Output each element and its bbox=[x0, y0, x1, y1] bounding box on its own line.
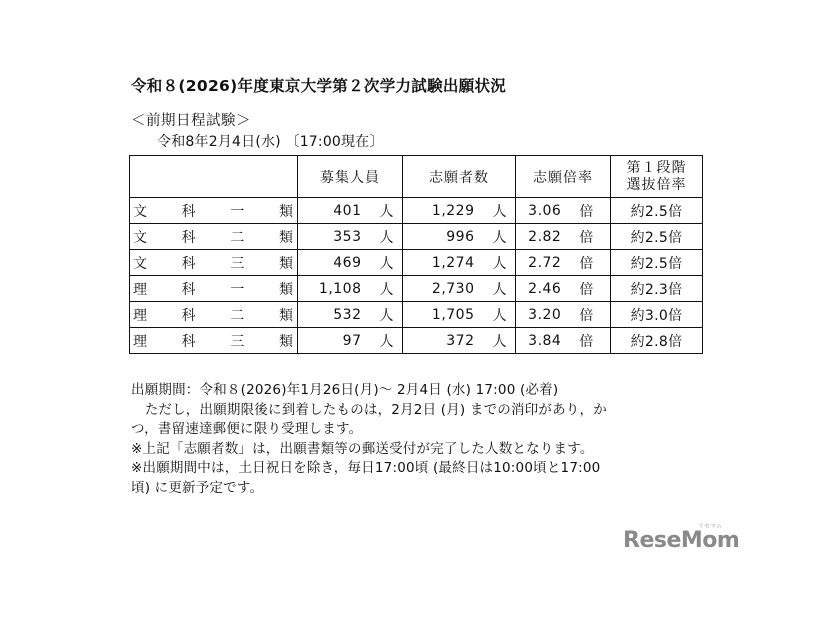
category-char: 類 bbox=[278, 333, 293, 350]
ratio-value: 2.82 bbox=[528, 228, 562, 245]
capacity-cell bbox=[298, 276, 403, 302]
unit-times: 倍 bbox=[579, 255, 594, 272]
category-char: 類 bbox=[278, 255, 293, 272]
header-first-stage-ratio bbox=[611, 156, 703, 198]
category-char: 科 bbox=[181, 229, 196, 246]
category-char: 文 bbox=[133, 229, 147, 246]
category-char: 一 bbox=[230, 203, 245, 220]
ratio-cell bbox=[516, 250, 611, 276]
unit-times: 倍 bbox=[579, 281, 594, 298]
category-char: 類 bbox=[278, 307, 293, 324]
category-char: 理 bbox=[133, 281, 147, 298]
ratio-cell bbox=[516, 198, 611, 224]
unit-times: 倍 bbox=[579, 203, 594, 220]
unit-person: 人 bbox=[379, 281, 394, 298]
table-row bbox=[130, 224, 703, 250]
capacity-value: 353 bbox=[333, 228, 362, 245]
selection-ratio-cell: 約3.0倍 bbox=[611, 302, 703, 328]
unit-person: 人 bbox=[492, 229, 507, 246]
note-line: 出願期間：令和８(2026)年1月26日(月)～ 2月4日 (水) 17:00 (必着) bbox=[131, 382, 559, 398]
header-applicants: 志願者数 bbox=[403, 156, 516, 198]
ratio-cell bbox=[516, 276, 611, 302]
category-char: 科 bbox=[181, 281, 196, 298]
capacity-value: 469 bbox=[333, 254, 362, 271]
ratio-value: 3.20 bbox=[528, 306, 562, 323]
category-char: 類 bbox=[278, 203, 293, 220]
table-row bbox=[130, 302, 703, 328]
header-blank bbox=[130, 156, 298, 198]
category-char: 文 bbox=[133, 203, 147, 220]
table-row bbox=[130, 328, 703, 354]
note-line: ※出願期間中は，土日祝日を除き，毎日17:00頃 (最終日は10:00頃と17:00 bbox=[131, 460, 601, 477]
applicants-cell bbox=[403, 276, 516, 302]
unit-person: 人 bbox=[492, 281, 507, 298]
capacity-value: 97 bbox=[342, 332, 362, 349]
category-char: 理 bbox=[133, 333, 147, 350]
category-char: 二 bbox=[230, 307, 245, 324]
ratio-cell bbox=[516, 224, 611, 250]
applicants-cell bbox=[403, 198, 516, 224]
category-cell bbox=[130, 328, 298, 354]
applicants-cell bbox=[403, 302, 516, 328]
selection-ratio-cell: 約2.8倍 bbox=[611, 328, 703, 354]
note-line: ※上記「志願者数」は，出願書類等の郵送受付が完了した人数となります。 bbox=[131, 440, 594, 457]
applicants-cell bbox=[403, 328, 516, 354]
category-char: 三 bbox=[230, 255, 245, 272]
unit-times: 倍 bbox=[579, 307, 594, 324]
category-char: 類 bbox=[278, 281, 293, 298]
ratio-value: 3.84 bbox=[528, 332, 562, 349]
unit-person: 人 bbox=[492, 307, 507, 324]
ratio-value: 3.06 bbox=[528, 202, 562, 219]
ratio-cell bbox=[516, 328, 611, 354]
applications-table bbox=[129, 155, 703, 354]
applicants-value: 1,705 bbox=[431, 306, 475, 323]
unit-person: 人 bbox=[379, 333, 394, 350]
notes-block bbox=[131, 381, 607, 499]
category-char: 科 bbox=[181, 203, 196, 220]
category-char: 三 bbox=[230, 333, 245, 350]
unit-person: 人 bbox=[379, 255, 394, 272]
category-char: 一 bbox=[230, 281, 245, 298]
selection-ratio-cell: 約2.5倍 bbox=[611, 224, 703, 250]
capacity-value: 1,108 bbox=[318, 280, 362, 297]
unit-times: 倍 bbox=[579, 229, 594, 246]
category-cell bbox=[130, 224, 298, 250]
logo-text: ReseMom bbox=[623, 528, 740, 553]
category-char: 二 bbox=[230, 229, 245, 246]
header-ratio: 志願倍率 bbox=[516, 156, 611, 198]
capacity-cell bbox=[298, 302, 403, 328]
note-line: つ，書留速達郵便に限り受理します。 bbox=[131, 421, 363, 438]
unit-person: 人 bbox=[492, 333, 507, 350]
category-cell bbox=[130, 250, 298, 276]
table-header-row bbox=[130, 156, 703, 198]
category-char: 科 bbox=[181, 333, 196, 350]
category-cell bbox=[130, 302, 298, 328]
section-heading: ＜前期日程試験＞ bbox=[131, 113, 251, 129]
category-cell bbox=[130, 276, 298, 302]
unit-times: 倍 bbox=[579, 333, 594, 350]
as-of-date: 令和8年2月4日(水) 〔17:00現在〕 bbox=[157, 134, 384, 150]
applicants-cell bbox=[403, 224, 516, 250]
capacity-cell bbox=[298, 250, 403, 276]
note-line: 頃) に更新予定です。 bbox=[131, 479, 264, 496]
logo-ruby: リセマム bbox=[698, 523, 722, 530]
applicants-value: 372 bbox=[446, 332, 475, 349]
header-first-stage-line1: 第１段階 bbox=[626, 159, 687, 176]
unit-person: 人 bbox=[379, 203, 394, 220]
ratio-value: 2.72 bbox=[528, 254, 562, 271]
header-capacity: 募集人員 bbox=[298, 156, 403, 198]
table-row bbox=[130, 198, 703, 224]
ratio-cell bbox=[516, 302, 611, 328]
header-first-stage-line2: 選抜倍率 bbox=[626, 176, 687, 193]
applicants-value: 1,274 bbox=[431, 254, 475, 271]
applicants-value: 1,229 bbox=[431, 202, 475, 219]
table-row bbox=[130, 276, 703, 302]
capacity-value: 401 bbox=[333, 202, 362, 219]
category-cell bbox=[130, 198, 298, 224]
category-char: 文 bbox=[133, 255, 147, 272]
unit-person: 人 bbox=[492, 255, 507, 272]
selection-ratio-cell: 約2.5倍 bbox=[611, 198, 703, 224]
category-char: 類 bbox=[278, 229, 293, 246]
unit-person: 人 bbox=[379, 229, 394, 246]
page-title: 令和８(2026)年度東京大学第２次学力試験出願状況 bbox=[131, 77, 507, 95]
category-char: 理 bbox=[133, 307, 147, 324]
applicants-value: 996 bbox=[446, 228, 475, 245]
category-char: 科 bbox=[181, 307, 196, 324]
capacity-cell bbox=[298, 198, 403, 224]
table-row bbox=[130, 250, 703, 276]
capacity-cell bbox=[298, 224, 403, 250]
category-char: 科 bbox=[181, 255, 196, 272]
selection-ratio-cell: 約2.5倍 bbox=[611, 250, 703, 276]
ratio-value: 2.46 bbox=[528, 280, 562, 297]
unit-person: 人 bbox=[379, 307, 394, 324]
unit-person: 人 bbox=[492, 203, 507, 220]
resemom-logo bbox=[623, 523, 740, 553]
capacity-value: 532 bbox=[333, 306, 362, 323]
note-line: ただし，出願期限後に到着したものは，2月2日 (月) までの消印があり，か bbox=[131, 401, 607, 418]
applicants-cell bbox=[403, 250, 516, 276]
capacity-cell bbox=[298, 328, 403, 354]
selection-ratio-cell: 約2.3倍 bbox=[611, 276, 703, 302]
applicants-value: 2,730 bbox=[431, 280, 475, 297]
